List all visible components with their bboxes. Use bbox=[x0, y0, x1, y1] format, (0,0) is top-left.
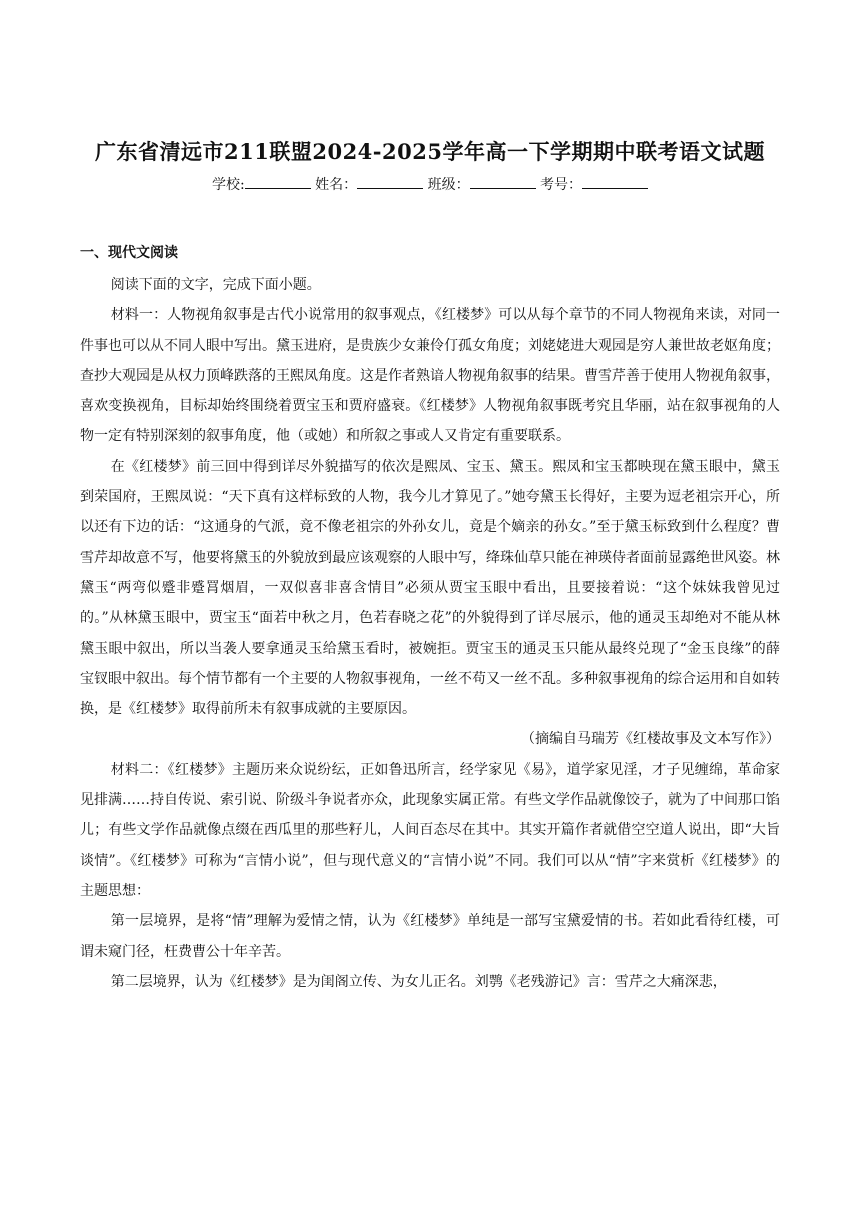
school-blank bbox=[245, 176, 311, 189]
number-label: 考号： bbox=[540, 177, 583, 193]
instruction: 阅读下面的文字，完成下面小题。 bbox=[110, 277, 321, 293]
paragraph: 材料一：人物视角叙事是古代小说常用的叙事观点，《红楼梦》可以从每个章节的不同人物视角来读，对同一件事也可以从不同人眼中写出。黛玉进府，是贵族少女兼伶仃孤女角度；刘姥姥进大观园是穷人兼世故老妪角度；查抄大观园是从权力顶峰跌落的王熙凤角度。这是作者熟谙人物视角叙事的结果。曹雪芹善于使用人物视角叙事，喜欢变换视角，目标却始终围绕着贾宝玉和贾府盛衰。《红楼梦》人物视角叙事既考究且华丽，站在叙事视角的人物一定有特别深刻的叙事角度，他（或她）和所叙之事或人又肯定有重要联系。 bbox=[80, 307, 780, 445]
number-blank bbox=[582, 176, 648, 189]
paragraph: 材料二：《红楼梦》主题历来众说纷纭，正如鲁迅所言，经学家见《易》，道学家见淫，才子见缠绵，革命家见排满……持自传说、索引说、阶级斗争说者亦众，此现象实属正常。有些文学作品就像饺子，就为了中间那口馅儿；有些文学作品就像点缀在西瓜里的那些籽儿，人间百态尽在其中。其实开篇作者就借空空道人说出，即“大旨谈情”。《红楼梦》可称为“言情小说”，但与现代意义的“言情小说”不同。我们可以从“情”字来赏析《红楼梦》的主题思想： bbox=[80, 761, 780, 899]
school-label: 学校: bbox=[211, 177, 245, 193]
class-label: 班级： bbox=[427, 177, 470, 193]
section-heading: 一、现代文阅读 bbox=[80, 245, 178, 261]
paragraph: 在《红楼梦》前三回中得到详尽外貌描写的依次是熙凤、宝玉、黛玉。熙凤和宝玉都映现在黛玉眼中，黛玉到荣国府，王熙凤说：“天下真有这样标致的人物，我今儿才算见了。”她夸黛玉长得好，主要为逗老祖宗开心，所以还有下边的话：“这通身的气派，竟不像老祖宗的外孙女儿，竟是个嫡亲的孙女。”至于黛玉标致到什么程度？曹雪芹却故意不写，他要将黛玉的外貌放到最应该观察的人眼中写，绛珠仙草只能在神瑛侍者面前显露绝世风姿。林黛玉“两弯似蹙非蹙罥烟眉，一双似喜非喜含情目”必须从贾宝玉眼中看出，且要接着说：“这个妹妹我曾见过的。”从林黛玉眼中，贾宝玉“面若中秋之月，色若春晓之花”的外貌得到了详尽展示，他的通灵玉却绝对不能从林黛玉眼中叙出，所以当袭人要拿通灵玉给黛玉看时，被婉拒。贾宝玉的通灵玉只能从最终兑现了“金玉良缘”的薛宝钗眼中叙出。每个情节都有一个主要的人物叙事视角，一丝不苟又一丝不乱。多种叙事视角的综合运用和自如转换，是《红楼梦》取得前所未有叙事成就的主要原因。 bbox=[80, 458, 780, 718]
class-blank bbox=[470, 176, 536, 189]
page-title: 广东省清远市211联盟2024-2025学年高一下学期期中联考语文试题 bbox=[95, 139, 765, 164]
source-citation: （摘编自马瑞芳《红楼故事及文本写作》） bbox=[521, 731, 780, 748]
paragraph: 第一层境界，是将“情”理解为爱情之情，认为《红楼梦》单纯是一部写宝黛爱情的书。若如此看待红楼，可谓未窥门径，枉费曹公十年辛苦。 bbox=[80, 913, 780, 960]
student-info-line bbox=[0, 174, 860, 194]
name-label: 姓名： bbox=[315, 177, 358, 193]
paragraph: 第二层境界，认为《红楼梦》是为闺阁立传、为女儿正名。刘鹗《老残游记》言：雪芹之大痛深悲， bbox=[110, 973, 727, 990]
name-blank bbox=[357, 176, 423, 189]
reading-passage bbox=[80, 270, 780, 997]
